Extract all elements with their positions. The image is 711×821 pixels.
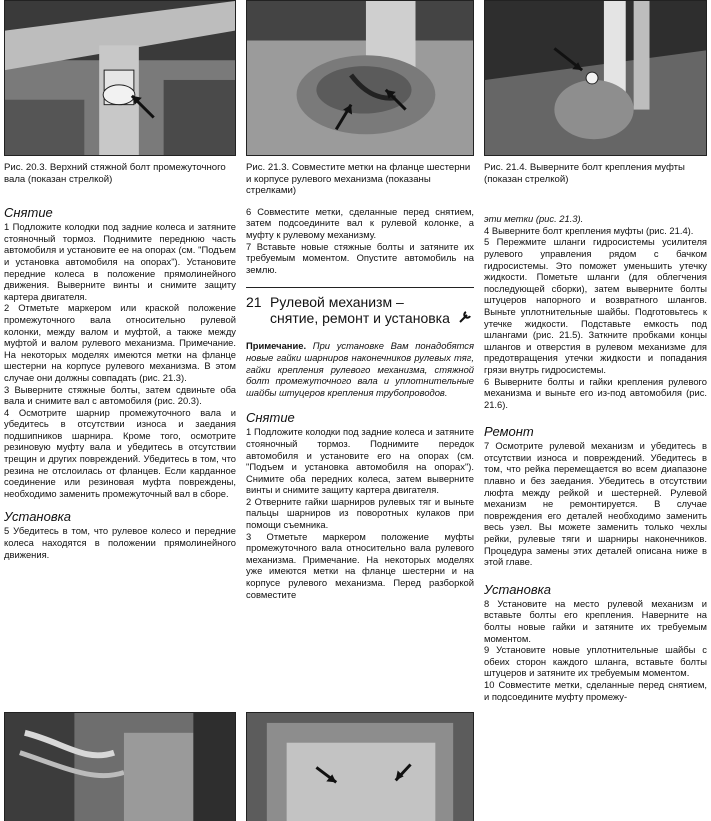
note-text: При установке Вам понадобятся новые гайки шарниров наконечников рулевых тяг, гайки крепления рулевого механизма, стяжной болт промежуточного вала и уплотнительные шайбы штуцеров крепления трубопроводов.: [246, 340, 474, 398]
paragraph-5: 5 Убедитесь в том, что рулевое колесо и передние колеса находятся в положении прямолинейного движения.: [4, 525, 236, 560]
section-title-line-2: снятие, ремонт и установка: [270, 310, 450, 327]
heading-removal-2: Снятие: [246, 410, 295, 426]
column-left: [4, 0, 236, 560]
photo-fig-21-6: [246, 712, 474, 821]
section-title-line-1: Рулевой механизм –: [270, 294, 404, 311]
paragraph-7: 7 Вставьте новые стяжные болты и затяните их требуемым моментом. Опустите автомобиль на землю.: [246, 240, 474, 275]
photo-fig-20-3: [4, 0, 236, 156]
photo-fig-21-5: [4, 712, 236, 821]
photo-fig-21-3: [246, 0, 474, 156]
note-label: Примечание.: [246, 340, 307, 352]
heading-install: Установка: [4, 509, 71, 525]
column-right: [484, 0, 707, 702]
paragraph-3-4: 4 Выверните болт крепления муфты (рис. 21.4).: [484, 224, 694, 236]
wrench-icon: [458, 310, 472, 324]
paragraph-2-2: 2 Отверните гайки шарниров рулевых тяг и выньте пальцы шарниров из поворотных кулаков при помощи съемника.: [246, 495, 474, 531]
paragraph-4: 4 Осмотрите шарнир промежуточного вала и убедитесь в отсутствии износа и заедания подшипников шарнира. Кроме того, осмотрите резиновую муфту вала и убедитесь в отсутствии трещин и других повреждений. Убедитесь в том, что резина не отслоилась от фланцев. Если карданное соединение или резиновая муфта повреждены, необходимо заменить промежуточный вал в сборе.: [4, 406, 236, 499]
paragraph-3: 3 Выверните стяжные болты, затем сдвиньте оба вала и снимите вал с автомобиля (рис. 20.3).: [4, 383, 236, 407]
section-heading-21: [246, 288, 474, 332]
paragraph-3-6: 6 Выверните болты и гайки крепления рулевого механизма и выньте его из-под автомобиля (рис. 21.6).: [484, 375, 707, 410]
section-number: 21: [246, 294, 262, 311]
paragraph-3-cont: эти метки (рис. 21.3).: [484, 213, 584, 225]
paragraph-3-9: 9 Установите новые уплотнительные шайбы с обеих сторон каждого шланга, вставьте болты штуцеров и затяните их требуемым моментом.: [484, 644, 707, 679]
column-middle: [246, 0, 474, 600]
heading-repair: Ремонт: [484, 424, 534, 440]
caption-fig-21-3: Рис. 21.3. Совместите метки на фланце шестерни и корпусе рулевого механизма (показаны стрелками): [246, 162, 471, 197]
paragraph-3-5: 5 Пережмите шланги гидросистемы усилителя рулевого управления рядом с бачком гидросистемы. Это поможет уменьшить утечку жидкости. Пометьте шланги (для облегчения последующей сборки), затем выверните болты штуцеров напорного и возвратного шлангов. Выньте уплотнительные шайбы. Подготовьтесь к утечке жидкости. Подставьте емкость под шлангами (рис. 21.5). Заткните пробками концы шлангов и отверстия в рулевом механизме для предотвращения утечки жидкости и попадания грязи внутрь гидросистемы.: [484, 236, 707, 375]
caption-fig-21-4: Рис. 21.4. Выверните болт крепления муфты (показан стрелкой): [484, 162, 685, 185]
paragraph-2-1: 1 Подложите колодки под задние колеса и затяните стояночный тормоз. Поднимите передок автомобиля и установите его на опорах (см. "Подъем и установка автомобиля на опорах"). Снимите оба передних колеса, затем выверните винты и снимите защиту картера двигателя.: [246, 426, 474, 496]
paragraph-1: 1 Подложите колодки под задние колеса и затяните стояночный тормоз. Поднимите переднюю часть автомобиля и установите ее на опорах (см. "Подъем и установка автомобиля на опорах"). Установите передние колеса в положение прямолинейного движения. Выверните винты и снимите защиту картера двигателя.: [4, 221, 236, 302]
photo-fig-21-4: [484, 0, 707, 156]
paragraph-3-10: 10 Совместите метки, сделанные перед снятием, и подсоедините муфту промежу-: [484, 678, 707, 702]
paragraph-3-7: 7 Осмотрите рулевой механизм и убедитесь в отсутствии износа и повреждений. Убедитесь в том, что рейка перемещается во всем диапазоне плавно и без заедания. Убедитесь в отсутствии люфта между рейкой и шестерней. Рулевой механизм не ремонтируется. В случае повреждения его деталей необходимо заменить весь узел. Вы можете заменить только чехлы рейки, рулевые тяги и шарниры наконечников. Процедура замены этих деталей описана ниже в этой главе.: [484, 440, 707, 568]
paragraph-6: 6 Совместите метки, сделанные перед снятием, затем подсоедините вал к рулевой колонке, а муфту к рулевому механизму.: [246, 205, 474, 240]
paragraph-3-8: 8 Установите на место рулевой механизм и вставьте болты его крепления. Наверните на болты новые гайки и затяните их требуемым моментом.: [484, 597, 707, 644]
paragraph-2: 2 Отметьте маркером или краской положение промежуточного вала относительно рулевой колонки, между валом и муфтой, а также между муфтой и валом рулевого механизма. Примечание. На некоторых моделях имеются метки на фланце шестерни на корпусе рулевого механизма. В этом случае они должны совпадать (рис. 21.3).: [4, 302, 236, 383]
caption-fig-20-3: Рис. 20.3. Верхний стяжной болт промежуточного вала (показан стрелкой): [4, 162, 226, 185]
heading-install-3: Установка: [484, 581, 551, 597]
paragraph-2-3: 3 Отметьте маркером положение муфты промежуточного вала относительно вала рулевого механизма. Примечание. На некоторых моделях уже имеются метки на фланце шестерни и на корпусе рулевого механизма. Перед разборкой совместите: [246, 530, 474, 600]
heading-removal: Снятие: [4, 205, 53, 221]
installation-note: [246, 340, 474, 398]
